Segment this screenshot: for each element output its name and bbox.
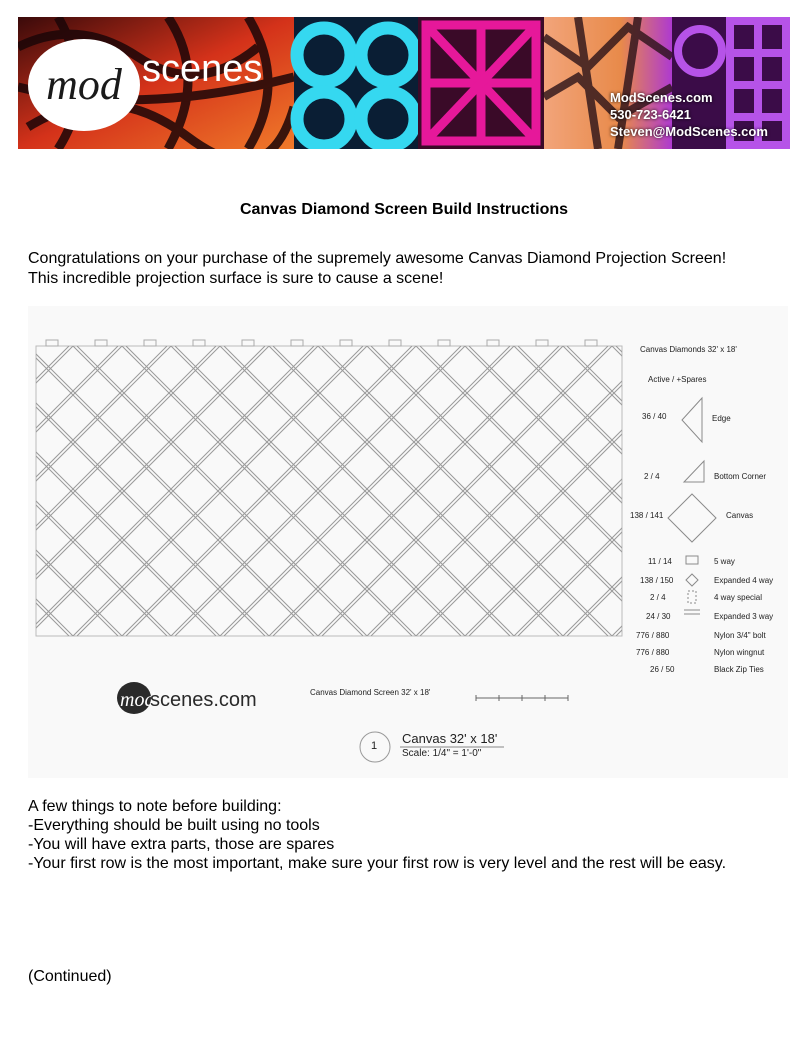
view-number: 1 <box>371 740 378 752</box>
contact-email: Steven@ModScenes.com <box>610 124 768 139</box>
notes-heading: A few things to note before building: <box>28 798 282 815</box>
legend-title: Canvas Diamonds 32' x 18' <box>640 345 737 354</box>
intro-line-1: Congratulations on your purchase of the supremely awesome Canvas Diamond Projection Screen! <box>28 250 727 267</box>
view-title: Canvas 32' x 18' <box>402 731 498 746</box>
hardware-count-5way: 11 / 14 <box>648 557 672 566</box>
edge-piece-icon <box>682 398 702 442</box>
bottom-corner-count: 2 / 4 <box>644 472 660 481</box>
canvas-label: Canvas <box>726 511 754 520</box>
header-banner <box>18 17 790 149</box>
legend-header: Active / +Spares <box>648 375 707 384</box>
hardware-count-nylon-bolt: 776 / 880 <box>636 631 670 640</box>
contact-phone: 530-723-6421 <box>610 107 691 122</box>
intro-line-2: This incredible projection surface is sure to cause a scene! <box>28 270 444 287</box>
hardware-label-5way: 5 way <box>714 557 735 566</box>
note-item: -Your first row is the most important, make sure your first row is very level and the rest will be easy. <box>28 855 727 872</box>
four-way-special-icon <box>688 591 696 603</box>
banner-logo-mod: mod <box>46 60 122 109</box>
screen-drawing <box>28 306 788 778</box>
canvas-diamond-icon <box>668 494 716 542</box>
edge-count: 36 / 40 <box>642 412 667 421</box>
expanded-four-way-icon <box>686 574 698 586</box>
hardware-label-expanded-3way: Expanded 3 way <box>714 612 774 621</box>
hardware-label-zip-ties: Black Zip Ties <box>714 665 764 674</box>
drawing-logo-text: scenes.com <box>150 689 257 711</box>
document-title: Canvas Diamond Screen Build Instructions <box>239 201 569 218</box>
contact-website: ModScenes.com <box>610 90 713 105</box>
hardware-count-4way-special: 2 / 4 <box>650 593 666 602</box>
build-notes <box>28 797 726 873</box>
continued-label: (Continued) <box>28 968 112 985</box>
hardware-count-nylon-wingnut: 776 / 880 <box>636 648 670 657</box>
hardware-label-nylon-bolt: Nylon 3/4" bolt <box>714 631 766 640</box>
view-scale: Scale: 1/4" = 1'-0" <box>402 748 482 759</box>
scale-bar <box>476 695 568 701</box>
hardware-count-zip-ties: 26 / 50 <box>650 665 675 674</box>
hardware-count-expanded-4way: 138 / 150 <box>640 576 674 585</box>
bottom-corner-icon <box>684 461 704 482</box>
hardware-label-4way-special: 4 way special <box>714 593 763 602</box>
bottom-corner-label: Bottom Corner <box>714 472 767 481</box>
contact-block <box>610 89 768 140</box>
hardware-label-expanded-4way: Expanded 4 way <box>714 576 774 585</box>
hardware-count-expanded-3way: 24 / 30 <box>646 612 671 621</box>
hardware-label-nylon-wingnut: Nylon wingnut <box>714 648 765 657</box>
drawing-caption: Canvas Diamond Screen 32' x 18' <box>310 688 431 697</box>
banner-logo-scenes: scenes <box>142 48 263 90</box>
drawing-logo-mod: mod <box>120 689 155 711</box>
note-item: -You will have extra parts, those are spares <box>28 836 335 853</box>
five-way-icon <box>686 556 698 564</box>
edge-label: Edge <box>712 414 731 423</box>
note-item: -Everything should be built using no tools <box>28 817 320 834</box>
intro-paragraph <box>28 249 788 289</box>
canvas-count: 138 / 141 <box>630 511 664 520</box>
